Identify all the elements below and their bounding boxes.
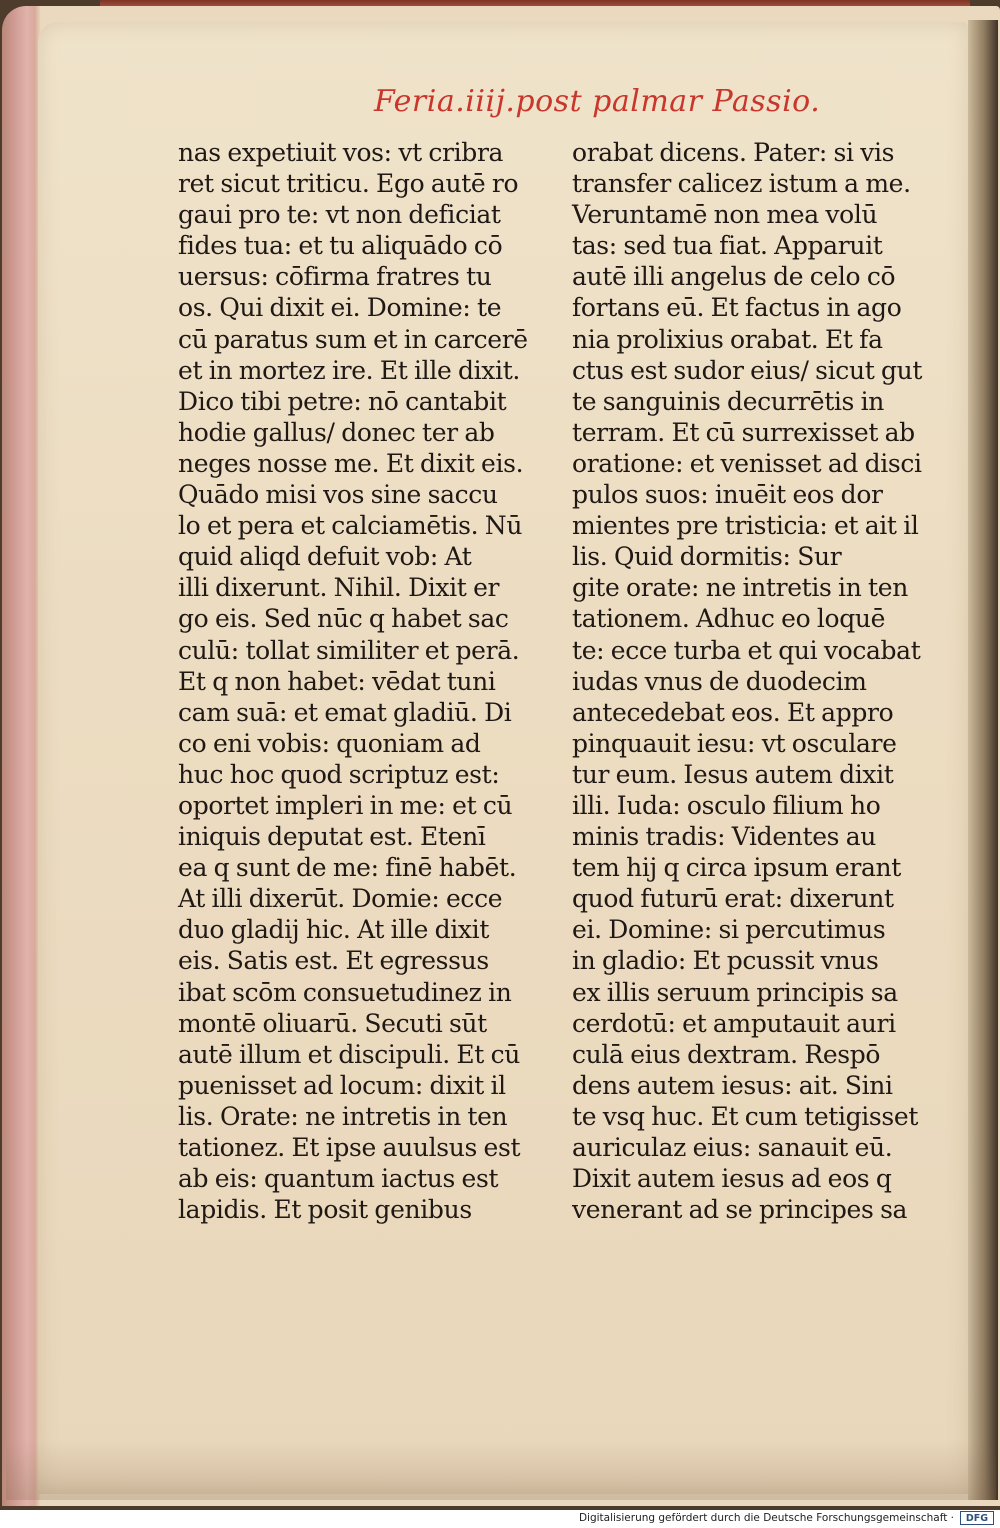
text-line: autē illi angelus de celo cō: [572, 262, 896, 292]
text-line: minis tradis: Videntes au: [572, 822, 877, 852]
text-line: venerant ad se principes sa: [572, 1195, 908, 1225]
text-line: gaui pro te: vt non deficiat: [178, 200, 501, 230]
text-line: terram. Et cū surrexisset ab: [572, 417, 915, 447]
text-line: go eis. Sed nūc q habet sac: [178, 604, 509, 634]
dfg-logo: DFG: [960, 1511, 994, 1525]
text-line: hodie gallus/ donec ter ab: [178, 417, 495, 447]
text-line: cerdotū: et amputauit auri: [572, 1008, 896, 1038]
text-column-right: [572, 137, 922, 1225]
text-line: eis. Satis est. Et egressus: [178, 946, 489, 976]
text-line: dens autem iesus: ait. Sini: [572, 1070, 893, 1100]
text-line: auriculaz eius: sanauit eū.: [572, 1133, 893, 1162]
rubric-header: Feria.iiij.post palmar Passio.: [374, 84, 821, 119]
text-line: transfer calicez istum a me.: [572, 169, 911, 199]
text-line: nas expetiuit vos: vt cribra: [178, 138, 504, 167]
text-line: autē illum et discipuli. Et cū: [178, 1039, 520, 1069]
text-line: illi dixerunt. Nihil. Dixit er: [178, 573, 500, 603]
text-line: illi. Iuda: osculo filium ho: [572, 790, 881, 820]
text-line: duo gladij hic. At ille dixit: [178, 915, 490, 945]
text-line: antecedebat eos. Et appro: [572, 697, 894, 727]
text-line: lapidis. Et posit genibus: [178, 1195, 472, 1225]
text-line: iniquis deputat est. Etenī: [178, 822, 486, 852]
text-line: iudas vnus de duodecim: [572, 666, 867, 696]
text-line: uersus: cōfirma fratres tu: [178, 262, 492, 292]
text-line: Veruntamē non mea volū: [572, 200, 878, 230]
text-line: tem hij q circa ipsum erant: [572, 853, 901, 883]
text-line: ctus est sudor eius/ sicut gut: [572, 355, 923, 385]
page-gutter-shadow: [968, 20, 998, 1500]
text-line: culā eius dextram. Respō: [572, 1039, 881, 1069]
text-line: montē oliuarū. Secuti sūt: [178, 1008, 487, 1038]
text-line: pinquauit iesu: vt osculare: [572, 728, 897, 758]
text-line: Dixit autem iesus ad eos q: [572, 1164, 892, 1194]
text-line: oratione: et venisset ad disci: [572, 448, 922, 478]
text-line: mientes pre tristicia: et ait il: [572, 511, 919, 541]
text-line: oportet impleri in me: et cū: [178, 790, 513, 820]
text-line: quid aliqd defuit vob: At: [178, 542, 472, 572]
text-line: nia prolixius orabat. Et fa: [572, 324, 883, 354]
text-line: cam suā: et emat gladiū. Di: [178, 697, 512, 727]
text-line: et in mortez ire. Et ille dixit.: [178, 355, 520, 385]
text-line: os. Qui dixit ei. Domine: te: [178, 293, 502, 323]
text-line: quod futurū erat: dixerunt: [572, 884, 894, 914]
text-line: cū paratus sum et in carcerē: [178, 324, 528, 354]
text-line: tur eum. Iesus autem dixit: [572, 759, 894, 789]
text-line: fides tua: et tu aliquādo cō: [178, 231, 503, 261]
text-line: culū: tollat similiter et perā.: [178, 635, 520, 665]
text-column-left: [178, 137, 528, 1225]
text-line: Quādo misi vos sine saccu: [178, 480, 498, 510]
text-line: in gladio: Et pcussit vnus: [572, 946, 879, 976]
text-line: At illi dixerūt. Domie: ecce: [178, 884, 503, 914]
text-line: co eni vobis: quoniam ad: [178, 728, 481, 758]
text-line: huc hoc quod scriptuz est:: [178, 759, 500, 789]
text-line: fortans eū. Et factus in ago: [572, 293, 902, 323]
text-line: te vsq huc. Et cum tetigisset: [572, 1101, 919, 1131]
text-line: orabat dicens. Pater: si vis: [572, 138, 895, 167]
text-line: lo et pera et calciamētis. Nū: [178, 511, 523, 541]
text-line: ex illis seruum principis sa: [572, 977, 898, 1007]
text-line: ea q sunt de me: finē habēt.: [178, 853, 517, 883]
funding-notice: Digitalisierung gefördert durch die Deutsche Forschungsgemeinschaft ·: [578, 1512, 954, 1524]
text-line: ibat scōm consuetudinez in: [178, 977, 512, 1007]
text-line: pulos suos: inuēit eos dor: [572, 480, 883, 510]
text-line: te: ecce turba et qui vocabat: [572, 635, 921, 665]
text-line: gite orate: ne intretis in ten: [572, 573, 908, 603]
text-line: puenisset ad locum: dixit il: [178, 1070, 506, 1100]
text-line: tationez. Et ipse auulsus est: [178, 1133, 521, 1162]
text-line: ab eis: quantum iactus est: [178, 1164, 499, 1194]
text-line: tas: sed tua fiat. Apparuit: [572, 231, 883, 261]
text-line: neges nosse me. Et dixit eis.: [178, 448, 524, 478]
text-line: ret sicut triticu. Ego autē ro: [178, 169, 519, 199]
text-line: ei. Domine: si percutimus: [572, 915, 886, 945]
text-line: Dico tibi petre: nō cantabit: [178, 386, 507, 416]
text-line: tationem. Adhuc eo loquē: [572, 604, 886, 634]
text-line: Et q non habet: vēdat tuni: [178, 666, 496, 696]
text-line: lis. Quid dormitis: Sur: [572, 542, 842, 572]
page-bottom-shading: [6, 1440, 996, 1500]
text-line: lis. Orate: ne intretis in ten: [178, 1101, 508, 1131]
text-line: te sanguinis decurrētis in: [572, 386, 885, 416]
